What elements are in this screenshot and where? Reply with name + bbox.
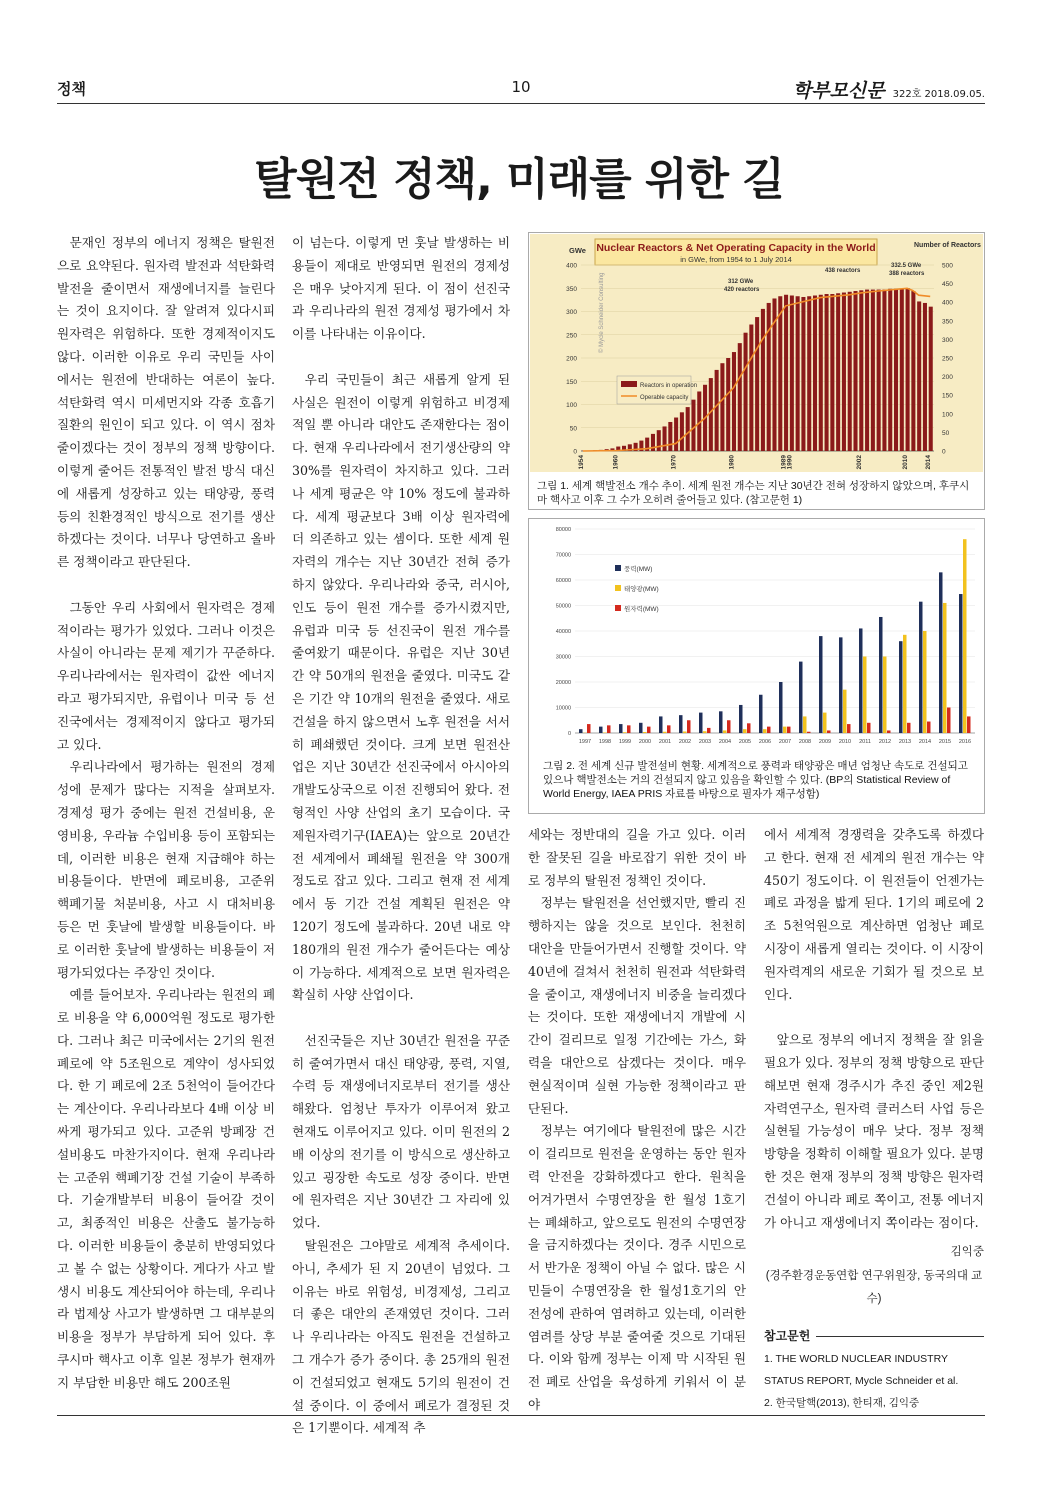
bar-solar — [823, 713, 827, 733]
article-column-2 — [292, 232, 510, 1440]
bar-reactors — [691, 400, 695, 451]
article-column-1 — [57, 232, 275, 1395]
y-tick-label: 70000 — [555, 552, 571, 559]
bar-reactors — [778, 296, 782, 451]
bar-reactors — [842, 293, 846, 451]
x-tick-label: 2003 — [698, 739, 712, 745]
bar-wind — [639, 723, 643, 733]
y-tick-label: 30000 — [555, 654, 571, 661]
bar-reactors — [900, 289, 904, 451]
bar-nuclear — [687, 720, 691, 733]
bar-reactors — [744, 333, 748, 451]
legend-label-reactors: Reactors in operation — [640, 383, 698, 389]
paragraph: 세와는 정반대의 길을 가고 있다. 이러한 잘못된 길을 바로잡기 위한 것이 바로 정부의 탈원전 정책인 것이다. — [528, 827, 746, 888]
x-tick-label: 2014 — [925, 455, 933, 470]
bar-wind — [879, 617, 883, 733]
reference-item: 1. THE WORLD NUCLEAR INDUSTRY — [764, 1352, 948, 1365]
bar-solar — [883, 657, 887, 734]
figure-2 — [528, 518, 985, 814]
x-tick-label: 2010 — [902, 455, 910, 470]
bar-reactors — [882, 290, 886, 451]
y-tick-label: 80000 — [555, 527, 571, 533]
legend-label-wind: 풍력(MW) — [624, 566, 653, 573]
chart-legend — [617, 376, 697, 404]
legend-label-capacity: Operable capacity — [640, 395, 689, 401]
figure-1-caption: 그림 1. 세계 핵발전소 개수 추이. 세계 원전 개수는 지난 30년간 전혀 성장하지 않았으며, 후쿠시마 핵사고 이후 그 수가 오히려 줄어들고 있다. (참고문헌 1) — [537, 480, 970, 506]
paragraph: 문재인 정부의 에너지 정책은 탈원전으로 요약된다. 원자력 발전과 석탄화력 발전을 줄이면서 재생에너지를 늘린다는 것이 요지이다. 잘 알려져 있다시피 원자력은 위험하다. 또한 경제적이지도 않다. 이러한 이유로 우리 국민들 사이에서는 원전에 반대하는 여론이 높다. 석탄화력 역시 미세먼지와 각종 호흡기질환의 원인이 되고 있다. 이 역시 점차 줄이겠다는 것이 정부의 정책 방향이다. 이렇게 줄어든 전통적인 발전 방식 대신에 새롭게 성장하고 있는 태양광, 풍력 등의 친환경적인 방식으로 전기를 생산하겠다는 것이다. 너무나 당연하고 올바른 정책이라고 판단된다. — [57, 235, 275, 570]
y-tick-label: 0 — [573, 448, 577, 456]
y-tick-label: 100 — [566, 402, 577, 409]
x-tick-label: 2010 — [838, 739, 852, 745]
legend-label-solar: 태양광(MW) — [624, 586, 659, 593]
bar-reactors — [807, 296, 811, 451]
bar-reactors — [894, 289, 898, 451]
bar-reactors — [767, 303, 771, 451]
bar-reactors — [825, 294, 829, 451]
bar-wind — [819, 636, 823, 733]
bar-nuclear — [667, 725, 671, 733]
footer-rule — [57, 1415, 985, 1416]
y-tick-label: 60000 — [555, 578, 571, 584]
x-tick-label: 1990 — [786, 455, 794, 470]
x-tick-label: 2016 — [958, 739, 972, 745]
references-heading — [764, 1325, 984, 1348]
bar-reactors — [911, 291, 915, 451]
bar-wind — [959, 594, 963, 733]
bar-nuclear — [627, 725, 631, 733]
bar-nuclear — [867, 723, 871, 733]
x-tick-label: 1989 — [780, 455, 788, 470]
bar-nuclear — [747, 723, 751, 733]
bar-wind — [659, 716, 663, 733]
header-rule — [57, 103, 985, 104]
bar-wind — [759, 695, 763, 733]
bar-reactors — [813, 296, 817, 451]
bar-solar — [683, 731, 687, 733]
legend-swatch-solar — [615, 585, 621, 591]
article-column-4 — [764, 824, 984, 1414]
y-tick-label: 20000 — [555, 680, 571, 686]
paragraph: 선진국들은 지난 30년간 원전을 꾸준히 줄여가면서 대신 태양광, 풍력, 지열, 수력 등 재생에너지로부터 전기를 생산해왔다. 엄청난 투자가 이루어져 왔고 현재도 이루어지고 있다. 이미 원전의 2배 이상의 전기를 이 방식으로 생산하고 있고 굉장한 속도로 성장 중이다. 반면에 원자력은 지난 30년간 그 자리에 있었다. — [292, 1032, 510, 1231]
bar-solar — [783, 727, 787, 733]
paragraph: 정부는 여기에다 탈원전에 많은 시간이 걸리므로 원전을 운영하는 동안 원자력 안전을 강화하겠다고 한다. 원칙을 어겨가면서 수명연장을 한 월성 1호기는 폐쇄하고, 앞으로도 원전의 수명연장을 금지하겠다는 것이다. 경주 시민으로서 반가운 정책이 아닐 수 없다. 많은 시민들이 수명연장을 한 월성1호기의 안전성에 관하여 염려하고 있는데, 이러한 염려를 상당 부분 줄여줄 것으로 기대된다. 이와 함께 정부는 이제 막 시작된 원전 폐로 산업을 육성하게 키워서 이 분야 — [528, 1123, 746, 1412]
bar-nuclear — [947, 708, 951, 734]
page-header — [57, 76, 985, 102]
y-tick-label: 400 — [566, 262, 577, 270]
bar-reactors — [790, 296, 794, 451]
reactors-chart — [529, 233, 984, 473]
annotation: 388 reactors — [889, 271, 925, 277]
bar-wind — [779, 682, 783, 733]
reference-item: STATUS REPORT, Mycle Schneider et al. — [764, 1374, 959, 1387]
x-tick-label: 1980 — [728, 455, 736, 470]
bar-wind — [939, 572, 943, 733]
y2-tick-label: 200 — [942, 374, 953, 382]
bar-reactors — [859, 290, 863, 451]
x-tick-label: 2002 — [855, 455, 863, 470]
x-tick-label: 2004 — [718, 739, 732, 745]
x-tick-label: 2007 — [778, 739, 792, 745]
masthead-logo: 학부모신문 — [792, 80, 885, 102]
bar-solar — [603, 732, 607, 733]
y2-tick-label: 250 — [942, 355, 953, 363]
page-number: 10 — [511, 78, 531, 96]
bar-reactors — [674, 418, 678, 451]
bar-reactors — [923, 303, 927, 451]
bar-reactors — [738, 343, 742, 451]
bar-solar — [803, 716, 807, 733]
bar-reactors — [715, 370, 719, 451]
bar-reactors — [732, 352, 736, 451]
bar-wind — [619, 724, 623, 733]
bar-wind — [599, 727, 603, 733]
bar-nuclear — [807, 732, 811, 733]
x-tick-label: 2012 — [878, 739, 892, 745]
bar-wind — [859, 628, 863, 733]
article-column-3 — [528, 824, 746, 1417]
bar-solar — [723, 730, 727, 733]
bar-solar — [903, 635, 907, 733]
x-tick-label: 1954 — [578, 455, 586, 470]
bar-reactors — [819, 295, 823, 451]
bar-solar — [763, 729, 767, 733]
bar-nuclear — [887, 730, 891, 733]
paragraph: 에서 세계적 경쟁력을 갖추도록 하겠다고 한다. 현재 전 세계의 원전 개수는 약 450기 정도이다. 이 원전들이 언젠가는 폐로 과정을 밟게 된다. 1기의 폐로에 2조 5천억원으로 계산하면 엄청난 폐로 시장이 새롭게 열리는 것이다. 이 시장이 원자력계의 새로운 기회가 될 것으로 보인다. — [764, 827, 984, 1002]
paragraph: 우리나라에서 평가하는 원전의 경제성에 문제가 많다는 지적을 살펴보자. 경제성 평가 중에는 원전 건설비용, 운영비용, 우라늄 수입비용 등이 포함되는데, 이러한 비용은 현재 지급해야 하는 비용들이다. 반면에 폐로비용, 고준위 핵폐기물 처분비용, 사고 시 대처비용 등은 먼 훗날에 발생할 비용들이다. 바로 이러한 훗날에 발생하는 비용들이 저평가되었다는 주장인 것이다. — [57, 759, 275, 980]
bar-reactors — [680, 412, 684, 451]
x-tick-label: 1999 — [618, 739, 632, 745]
section-label: 정책 — [57, 80, 86, 98]
bar-wind — [839, 637, 843, 733]
y2-axis-label: Number of Reactors — [914, 242, 981, 249]
bar-reactors — [755, 317, 759, 451]
paragraph: 예를 들어보자. 우리나라는 원전의 폐로 비용을 약 6,000억원 정도로 평가한다. 그러나 최근 미국에서는 2기의 원전 폐로에 약 5조원으로 계약이 성사되었다. 한 기 폐로에 2조 5천억이 들어간다는 계산이다. 우리나라보다 4배 이상 비싸게 평가되고 있다. 고준위 방폐장 건설비용도 마찬가지이다. 현재 우리나라는 고준위 핵폐기장 건설 기술이 부족하다. 기술개발부터 비용이 들어갈 것이고, 최종적인 비용은 산출도 불가능하다. 이러한 비용들이 충분히 반영되었다고 볼 수 없는 상황이다. 게다가 사고 발생시 비용도 계산되어야 하는데, 우리나라 법제상 사고가 발생하면 그 대부분의 비용을 정부가 부담하게 되어 있다. 후쿠시마 핵사고 이후 일본 정부가 현재까지 부담한 비용만 해도 200조원 — [57, 987, 275, 1390]
paragraph: 탈원전은 그야말로 세계적 추세이다. 아니, 추세가 된 지 20년이 넘었다. 그 이유는 바로 위험성, 비경제성, 그리고 더 좋은 대안의 존재였던 것이다. 그러나 우리나라는 아직도 원전을 건설하고 그 개수가 증가 중이다. 총 25개의 원전이 건설되었고 현재도 5기의 원전이 건설 중이다. 이 중에서 폐로가 결정된 것은 1기뿐이다. 세계적 추 — [292, 1238, 510, 1436]
x-tick-label: 2015 — [938, 739, 952, 745]
bar-reactors — [784, 295, 788, 451]
bar-wind — [799, 662, 803, 733]
bar-reactors — [801, 297, 805, 451]
bar-nuclear — [827, 730, 831, 733]
y2-tick-label: 0 — [942, 448, 946, 456]
bar-reactors — [853, 291, 857, 451]
bar-wind — [739, 705, 743, 733]
annotation: 312 GWe — [728, 279, 754, 285]
x-tick-label: 2008 — [798, 739, 812, 745]
bar-reactors — [761, 309, 765, 451]
bar-nuclear — [727, 720, 731, 733]
annotation: 332.5 GWe — [891, 263, 922, 269]
bar-solar — [703, 731, 707, 733]
y-tick-label: 50000 — [555, 603, 571, 610]
bar-wind — [719, 711, 723, 733]
x-tick-label: 2001 — [658, 739, 672, 745]
figure-2-caption: 그림 2. 전 세계 신규 발전설비 현황. 세계적으로 풍력과 태양광은 매년 엄청난 속도로 건설되고 있으나 핵발전소는 거의 건설되지 않고 있음을 확인할 수 있다. (BP의 Statistical Review of World Energy, IAEA PRIS 자료를 바탕으로 필자가 재구성함) — [543, 760, 968, 800]
y-tick-label: 40000 — [555, 629, 571, 635]
legend-swatch-wind — [615, 565, 621, 571]
author-name: 김익중 — [950, 1244, 984, 1259]
y-tick-label: 300 — [566, 309, 577, 316]
bar-nuclear — [607, 725, 611, 733]
author-affiliation: (경주환경운동연합 연구위원장, 동국의대 교수) — [765, 1270, 983, 1305]
bar-wind — [679, 715, 683, 733]
bar-solar — [743, 729, 747, 733]
x-tick-label: 2013 — [898, 739, 912, 745]
bar-nuclear — [787, 727, 791, 733]
bar-solar — [643, 732, 647, 733]
bar-solar — [863, 657, 867, 734]
x-tick-label: 1998 — [598, 739, 612, 745]
y-tick-label: 150 — [566, 378, 577, 386]
bar-nuclear — [767, 727, 771, 733]
bar-reactors — [663, 426, 667, 451]
y2-tick-label: 50 — [942, 429, 950, 437]
bar-nuclear — [647, 727, 651, 733]
x-tick-label: 2000 — [638, 739, 652, 745]
chart-subtitle: in GWe, from 1954 to 1 July 2014 — [680, 255, 792, 264]
paragraph: 정부는 탈원전을 선언했지만, 빨리 진행하지는 않을 것으로 보인다. 천천히 대안을 만들어가면서 진행할 것이다. 약 40년에 걸쳐서 천천히 원전과 석탄화력을 줄이고, 재생에너지 비중을 늘리겠다는 것이다. 또한 재생에너지 개발에 시간이 걸리므로 일정 기간에는 가스, 화력을 대안으로 삼겠다는 것이다. 매우 현실적이며 실현 가능한 정책이라고 판단된다. — [528, 895, 746, 1116]
y-tick-label: 350 — [566, 285, 577, 293]
bar-nuclear — [927, 722, 931, 733]
bar-reactors — [720, 363, 724, 451]
legend-swatch-reactors — [621, 381, 637, 387]
bar-wind — [919, 602, 923, 733]
article-title: 탈원전 정책, 미래를 위한 길 — [254, 154, 784, 205]
bar-reactors — [871, 290, 875, 451]
chart-watermark: © Mycle Schneider Consulting — [599, 272, 605, 353]
masthead — [793, 76, 985, 103]
paragraph: 이 넘는다. 이렇게 먼 훗날 발생하는 비용들이 제대로 반영되면 원전의 경제성은 매우 낮아지게 된다. 이 점이 선진국과 우리나라의 원전 경제성 평가에서 차이를 나타내는 이유이다. — [292, 235, 510, 342]
bar-nuclear — [967, 716, 971, 733]
bar-reactors — [865, 290, 869, 451]
x-tick-label: 1997 — [578, 739, 592, 745]
bar-reactors — [848, 292, 852, 451]
paragraph: 앞으로 정부의 에너지 정책을 잘 읽을 필요가 있다. 정부의 정책 방향으로 판단해보면 현재 경주시가 추진 중인 제2원자력연구소, 원자력 클러스터 사업 등은 실현될 가능성이 매우 낮다. 정부 정책 방향을 정확히 이해할 필요가 있다. 분명한 것은 현재 정부의 정책 방향은 원자력 건설이 아니라 폐로 쪽이고, 전통 에너지가 아니고 재생에너지 쪽이라는 점이다. — [764, 1032, 984, 1230]
bar-reactors — [917, 301, 921, 451]
chart-title: Nuclear Reactors & Net Operating Capacity in the World — [596, 242, 876, 254]
x-tick-label: 2009 — [818, 739, 832, 745]
bar-nuclear — [707, 728, 711, 733]
y2-tick-label: 400 — [942, 299, 953, 307]
legend-swatch-nuclear — [615, 605, 621, 611]
x-tick-label: 2011 — [859, 739, 871, 745]
bar-wind — [579, 729, 583, 733]
bar-reactors — [726, 358, 730, 451]
y2-tick-label: 300 — [942, 336, 953, 344]
y2-tick-label: 500 — [942, 262, 953, 270]
bar-reactors — [877, 290, 881, 451]
bar-reactors — [686, 407, 690, 451]
bar-solar — [663, 732, 667, 733]
x-tick-label: 2002 — [678, 739, 692, 745]
new-capacity-chart — [529, 521, 984, 749]
bar-nuclear — [587, 724, 591, 733]
bar-reactors — [796, 296, 800, 451]
paragraph: 그동안 우리 사회에서 원자력은 경제적이라는 평가가 있었다. 그러나 이것은 사실이 아니라는 문제 제기가 꾸준하다. 우리나라에서는 원자력이 값싼 에너지라고 평가되지만, 유럽이나 미국 등 선진국에서는 경제적이지 않다고 평가되고 있다. — [57, 599, 275, 752]
annotation: 420 reactors — [724, 287, 760, 293]
bar-solar — [623, 732, 627, 733]
bar-reactors — [929, 307, 933, 451]
x-tick-label: 2005 — [738, 739, 752, 745]
figure-1 — [528, 232, 985, 510]
y-tick-label: 10000 — [555, 705, 571, 712]
y2-tick-label: 150 — [942, 392, 953, 400]
y2-tick-label: 100 — [942, 411, 953, 419]
x-tick-label: 1960 — [612, 455, 620, 470]
bar-nuclear — [907, 723, 911, 733]
bar-nuclear — [847, 724, 851, 733]
y-tick-label: 50 — [569, 425, 577, 433]
bar-reactors — [749, 325, 753, 451]
reference-item: 2. 한국탈핵(2013), 한티재, 김익중 — [764, 1396, 920, 1409]
issue-info: 322호 2018.09.05. — [892, 89, 985, 100]
bar-reactors — [888, 289, 892, 451]
paragraph: 우리 국민들이 최근 새롭게 알게 된 사실은 원전이 이렇게 위험하고 비경제적일 뿐 아니라 대안도 존재한다는 점이다. 현재 우리나라에서 전기생산량의 약 30%를 원자력이 차지하고 있다. 그러나 세계 평균은 약 10% 정도에 불과하다. 세계 평균보다 3배 이상 원자력에 더 의존하고 있는 셈이다. 또한 세계 원자력의 개수는 지난 30년간 전혀 증가하지 않았다. 우리나라와 중국, 러시아, 인도 등이 원전 개수를 증가시켰지만, 유럽과 미국 등 선진국이 원전 개수를 줄여왔기 때문이다. 유럽은 지난 30년간 약 50개의 원전을 줄였다. 미국도 같은 기간 약 10개의 원전을 줄였다. 새로 건설을 하지 않으면서 노후 원전을 서서히 폐쇄했던 것이다. 크게 보면 원전산업은 지난 30년간 선진국에서 아시아의 개발도상국으로 이전 진행되어 왔다. 전형적인 사양 산업의 초기 모습이다. 국제원자력기구(IAEA)는 앞으로 20년간 전 세계에서 폐쇄될 원전을 약 300개 정도로 잡고 있다. 그리고 현재 전 세계에서 동 기간 건설 계획된 원전은 약 120기 정도에 불과하다. 20년 내로 약 180개의 원전 개수가 줄어든다는 예상이 가능하다. 세계적으로 보면 원자력은 확실히 사양 산업이다. — [292, 371, 510, 1003]
y2-tick-label: 450 — [942, 281, 953, 289]
x-tick-label: 2006 — [758, 739, 772, 745]
bar-wind — [899, 641, 903, 733]
bar-reactors — [657, 430, 661, 451]
bar-reactors — [906, 288, 910, 451]
y2-tick-label: 350 — [942, 318, 953, 326]
y-axis-label: GWe — [569, 246, 586, 255]
bar-solar — [963, 539, 967, 733]
bar-solar — [943, 603, 947, 733]
x-tick-label: 1970 — [670, 455, 678, 470]
bar-reactors — [709, 378, 713, 451]
bar-solar — [923, 631, 927, 733]
references-heading-text: 참고문헌 — [764, 1328, 811, 1343]
y-tick-label: 200 — [566, 355, 577, 363]
legend-label-nuclear: 원자력(MW) — [624, 606, 659, 613]
bar-wind — [699, 713, 703, 733]
bar-reactors — [830, 294, 834, 451]
annotation: 438 reactors — [825, 268, 861, 274]
bar-reactors — [836, 293, 840, 451]
bar-solar — [843, 690, 847, 733]
bar-reactors — [668, 422, 672, 451]
y-tick-label: 250 — [566, 332, 577, 340]
y-tick-label: 0 — [567, 731, 571, 737]
x-tick-label: 2014 — [918, 739, 932, 745]
